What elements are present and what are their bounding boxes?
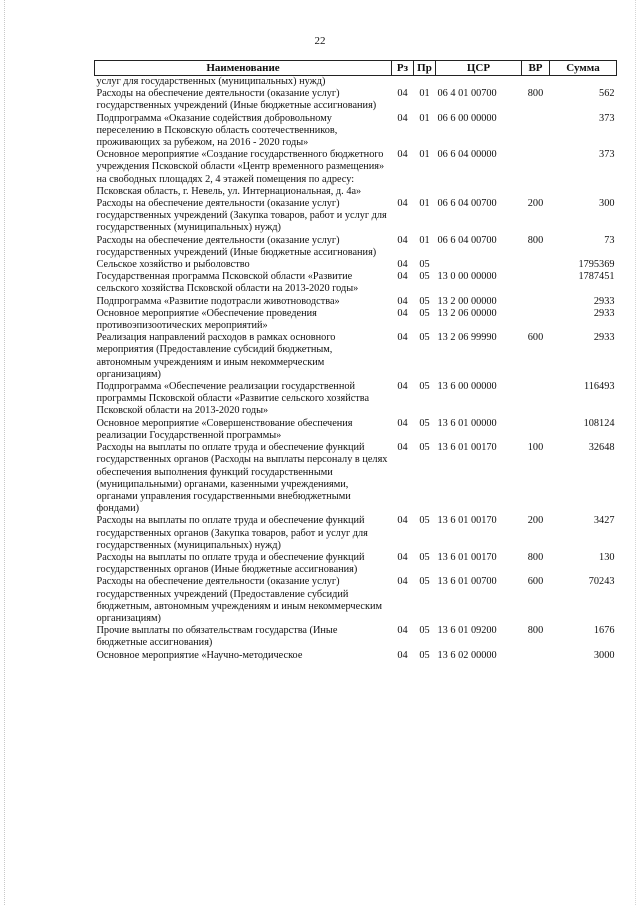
row-csr: 13 6 00 00000 [437,381,497,393]
row-rz: 04 [397,88,408,100]
row-rz: 04 [397,551,408,563]
header-rz: Рз [392,61,414,76]
row-pr: 01 [419,112,430,124]
row-sum: 2933 [593,295,615,307]
row-sum: 3000 [593,649,615,661]
row-name: Расходы на выплаты по оплате труда и обеспечение функций государственных органов (Закупка товаров, работ и услуг для государственных (муниципальных) нужд) [96,515,368,551]
row-name: Расходы на обеспечение деятельности (оказание услуг) государственных учреждений (Иные бюджетные ассигнования) [96,88,377,112]
header-pr: Пр [414,61,436,76]
row-rz: 04 [397,625,408,637]
row-name: Основное мероприятие «Создание государственного бюджетного учреждения Псковской области «Центр временного размещения» на свободных площадях 2, 4 этажей помещения по адресу: Псковская область, г. Невель, ул. Интернациональная, д. 4а» [96,149,385,197]
row-vr [522,259,550,271]
row-sum: 2933 [593,307,615,319]
row-csr: 06 6 04 00000 [437,149,497,161]
row-rz: 04 [397,417,408,429]
table-header-row [95,61,617,76]
row-pr: 05 [419,442,430,454]
row-rz: 04 [397,576,408,588]
row-vr: 600 [527,332,544,344]
row-vr: 800 [527,625,544,637]
row-vr: 800 [527,88,544,100]
row-csr [436,259,522,271]
row-pr [414,76,436,89]
row-rz: 04 [397,149,408,161]
row-name: Основное мероприятие «Научно-методическое [96,649,303,661]
row-csr: 13 6 01 00000 [437,417,497,429]
budget-table [94,60,617,662]
row-pr: 05 [419,551,430,563]
row-rz [392,76,414,89]
row-sum: 2933 [593,332,615,344]
row-sum: 130 [599,551,615,563]
row-csr: 06 6 04 00700 [437,234,497,246]
table-row [95,308,617,332]
row-name: Расходы на выплаты по оплате труда и обеспечение функций государственных органов (Иные бюджетные ассигнования) [96,551,365,576]
row-vr [522,296,550,308]
row-pr: 05 [419,515,430,527]
row-vr: 600 [527,576,544,588]
row-rz: 04 [397,515,408,527]
row-sum: 300 [599,198,615,210]
table-row [95,296,617,308]
row-sum: 108124 [583,417,615,429]
row-pr: 05 [419,381,430,393]
row-csr: 13 6 01 00170 [437,551,497,563]
table-row [95,259,617,271]
row-name: Подпрограмма «Обеспечение реализации государственной программы Псковской области «Развитие сельского хозяйства Псковской области на 2013-2020 годы» [96,381,370,417]
row-csr: 13 0 00 00000 [437,271,497,283]
row-rz: 04 [397,332,408,344]
row-sum: 562 [599,88,615,100]
table-body [95,76,617,662]
row-pr: 05 [419,259,430,271]
row-name: Реализация направлений расходов в рамках основного мероприятия (Предоставление субсидий бюджетным, автономным учреждениям и иным некоммерческим организациям) [96,332,336,380]
page-number: 22 [314,35,326,47]
row-sum: 373 [599,112,615,124]
row-pr: 05 [419,649,430,661]
table-row [95,381,617,418]
row-sum: 73 [604,234,615,246]
row-sum: 1676 [593,625,615,637]
table-row [95,576,617,625]
row-pr: 05 [419,332,430,344]
row-sum: 1795369 [578,259,615,271]
row-rz: 04 [397,198,408,210]
row-name: Подпрограмма «Развитие подотрасли животноводства» [96,295,340,307]
table-row [95,113,617,150]
row-csr: 06 6 04 00700 [437,198,497,210]
row-name: Расходы на обеспечение деятельности (оказание услуг) государственных учреждений (Закупка товаров, работ и услуг для государственных (муниципальных) нужд) [96,198,387,234]
row-name: услуг для государственных (муниципальных) нужд) [96,76,326,87]
row-pr: 05 [419,625,430,637]
table-row [95,76,617,89]
header-csr: ЦСР [436,61,522,76]
row-sum: 32648 [588,442,615,454]
row-vr: 100 [527,442,544,454]
row-csr: 13 2 06 00000 [437,307,497,319]
table-row [95,149,617,198]
table-row [95,418,617,442]
row-csr: 06 6 00 00000 [437,112,497,124]
row-csr: 13 2 06 99990 [437,332,497,344]
table-row [95,515,617,552]
row-pr: 05 [419,307,430,319]
row-name: Основное мероприятие «Обеспечение проведения противоэпизоотических мероприятий» [96,307,317,332]
scan-edge-right [635,0,637,905]
row-name: Расходы на выплаты по оплате труда и обеспечение функций государственных органов (Расходы на выплаты персоналу в целях обеспечения выполнения функций государственными (муниципальными) органами, казенными учреждениями, органами управления государственными внебюджетными фондами) [96,442,388,515]
row-pr: 01 [419,88,430,100]
row-rz: 04 [397,442,408,454]
row-vr [522,76,550,89]
row-sum: 373 [599,149,615,161]
row-vr [522,650,550,662]
row-csr: 13 2 00 00000 [437,295,497,307]
row-sum: 3427 [593,515,615,527]
row-vr: 800 [527,551,544,563]
table-row [95,625,617,649]
row-pr: 01 [419,149,430,161]
row-pr: 01 [419,234,430,246]
row-rz: 04 [397,271,408,283]
row-name: Сельское хозяйство и рыболовство [96,259,250,271]
row-rz: 04 [397,259,408,271]
row-rz: 04 [397,295,408,307]
row-name: Расходы на обеспечение деятельности (оказание услуг) государственных учреждений (Предоставление субсидий бюджетным, автономным учреждениям и иным некоммерческим организациям) [96,576,383,624]
row-vr [522,271,550,295]
row-vr [522,149,550,198]
table-row [95,235,617,259]
row-pr: 05 [419,271,430,283]
row-rz: 04 [397,307,408,319]
row-sum: 70243 [588,576,615,588]
row-csr: 13 6 01 00170 [437,442,497,454]
row-vr [522,308,550,332]
table-row [95,552,617,576]
row-csr: 13 6 02 00000 [437,649,497,661]
row-vr [522,381,550,418]
row-rz: 04 [397,649,408,661]
row-vr [522,113,550,150]
table-row [95,271,617,295]
row-pr: 05 [419,295,430,307]
row-vr [522,418,550,442]
scan-edge-left [4,0,6,905]
header-sum: Сумма [550,61,617,76]
table-row [95,650,617,662]
row-vr: 200 [527,515,544,527]
row-name: Расходы на обеспечение деятельности (оказание услуг) государственных учреждений (Иные бюджетные ассигнования) [96,234,377,258]
table-row [95,332,617,381]
row-csr: 13 6 01 09200 [437,625,497,637]
row-csr [436,76,522,89]
row-name: Основное мероприятие «Совершенствование обеспечения реализации Государственной программы» [96,417,353,441]
row-sum: 116493 [583,381,615,393]
table-row [95,88,617,112]
row-pr: 01 [419,198,430,210]
row-rz: 04 [397,112,408,124]
row-pr: 05 [419,576,430,588]
row-pr: 05 [419,417,430,429]
row-name: Государственная программа Псковской области «Развитие сельского хозяйства Псковской области на 2013-2020 годы» [96,271,359,295]
header-name: Наименование [95,61,392,76]
row-csr: 06 4 01 00700 [437,88,497,100]
row-name: Подпрограмма «Оказание содействия добровольному переселению в Псковскую область соотечественников, проживающих за рубежом, на 2016 - 2020 годы» [96,112,338,149]
row-sum: 1787451 [578,271,615,283]
row-csr: 13 6 01 00170 [437,515,497,527]
row-rz: 04 [397,234,408,246]
header-vr: ВР [522,61,550,76]
row-name: Прочие выплаты по обязательствам государства (Иные бюджетные ассигнования) [96,625,338,649]
row-csr: 13 6 01 00700 [437,576,497,588]
row-sum [550,76,617,89]
table-row [95,198,617,235]
row-vr: 800 [527,234,544,246]
table-row [95,442,617,515]
row-rz: 04 [397,381,408,393]
row-vr: 200 [527,198,544,210]
